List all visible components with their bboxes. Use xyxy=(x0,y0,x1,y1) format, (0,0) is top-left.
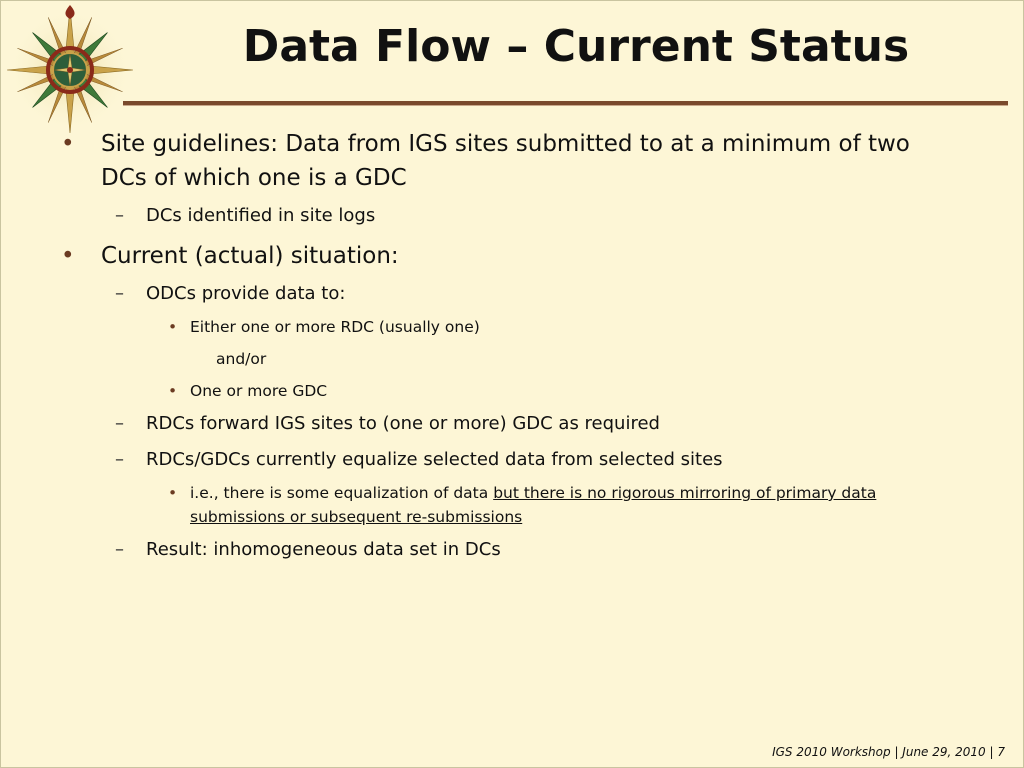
list-item-continuation xyxy=(55,347,955,371)
bullet-text: Either one or more RDC (usually one) xyxy=(190,318,480,336)
bullet-text: ODCs provide data to: xyxy=(146,283,346,304)
list-item xyxy=(55,481,955,529)
bullet-marker: • xyxy=(61,131,75,157)
bullet-marker: • xyxy=(61,243,75,269)
dash-marker: – xyxy=(115,449,124,470)
small-bullet-marker: • xyxy=(168,382,178,400)
list-item xyxy=(55,203,955,229)
list-item xyxy=(55,281,955,307)
bullet-text-underlined: but there is no rigorous mirroring of primary data submissions or subsequent re-submissions xyxy=(190,484,877,526)
slide-footer: IGS 2010 Workshop | June 29, 2010 | 7 xyxy=(772,745,1005,759)
list-item xyxy=(55,379,955,403)
bullet-text: Result: inhomogeneous data set in DCs xyxy=(146,539,501,560)
bullet-text: i.e., there is some equalization of data xyxy=(190,484,494,502)
list-item xyxy=(55,537,955,563)
bullet-text: Site guidelines: Data from IGS sites submitted to at a minimum of two DCs of which one is a GDC xyxy=(101,131,910,191)
list-item xyxy=(55,447,955,473)
list-item xyxy=(55,411,955,437)
bullet-text: RDCs forward IGS sites to (one or more) GDC as required xyxy=(146,413,660,434)
bullet-list xyxy=(55,127,955,563)
bullet-text: One or more GDC xyxy=(190,382,328,400)
title-divider xyxy=(123,101,1008,106)
list-item xyxy=(55,239,955,273)
small-bullet-marker: • xyxy=(168,318,178,336)
list-item xyxy=(55,127,955,195)
dash-marker: – xyxy=(115,283,124,304)
bullet-text: DCs identified in site logs xyxy=(146,205,376,226)
bullet-text: and/or xyxy=(216,350,267,368)
bullet-text: Current (actual) situation: xyxy=(101,243,399,269)
dash-marker: – xyxy=(115,539,124,560)
dash-marker: – xyxy=(115,413,124,434)
compass-rose-icon xyxy=(5,5,135,135)
dash-marker: – xyxy=(115,205,124,226)
bullet-text: RDCs/GDCs currently equalize selected data from selected sites xyxy=(146,449,723,470)
small-bullet-marker: • xyxy=(168,484,178,502)
page-title: Data Flow – Current Status xyxy=(242,21,910,72)
list-item xyxy=(55,315,955,339)
